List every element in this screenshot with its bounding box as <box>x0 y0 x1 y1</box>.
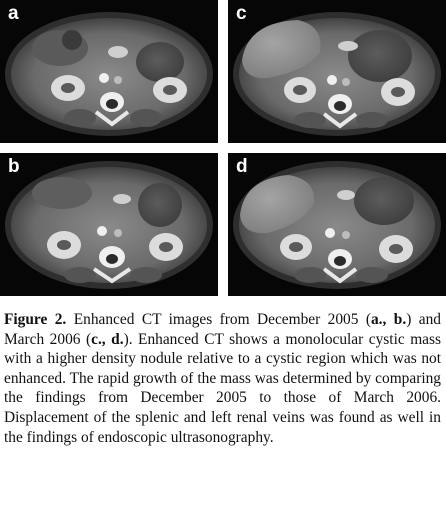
ct-panel-a <box>0 0 218 143</box>
ct-panel-c <box>228 0 446 143</box>
caption-bold: c., d. <box>91 330 124 348</box>
ct-image-a <box>0 0 218 143</box>
ct-panel-d <box>228 153 446 296</box>
caption-bold: a., b. <box>370 311 407 328</box>
ct-image-c <box>228 0 446 143</box>
caption-text: ) and March 2006 ( <box>4 311 441 348</box>
caption-text: Enhanced CT images from December 2005 ( <box>66 311 371 328</box>
ct-image-b <box>0 153 218 296</box>
caption-text: ). Enhanced CT shows a monolocular cystic mass with a higher density nodule relative to a cystic region which was not enhanced. The rapid growth of the mass was determined by comparing the findings from December 2005 to those of March 2006. Displacement of the splenic and left renal veins was found as well in the findings of endoscopic ultrasonography. <box>4 330 441 446</box>
panel-label: b <box>8 156 20 177</box>
panel-label: c <box>236 3 247 24</box>
panel-label: a <box>8 3 19 24</box>
figure-caption <box>4 310 441 447</box>
ct-image-d <box>228 153 446 296</box>
ct-panel-b <box>0 153 218 296</box>
panel-label: d <box>236 156 248 177</box>
figure-label: Figure 2. <box>4 311 67 328</box>
